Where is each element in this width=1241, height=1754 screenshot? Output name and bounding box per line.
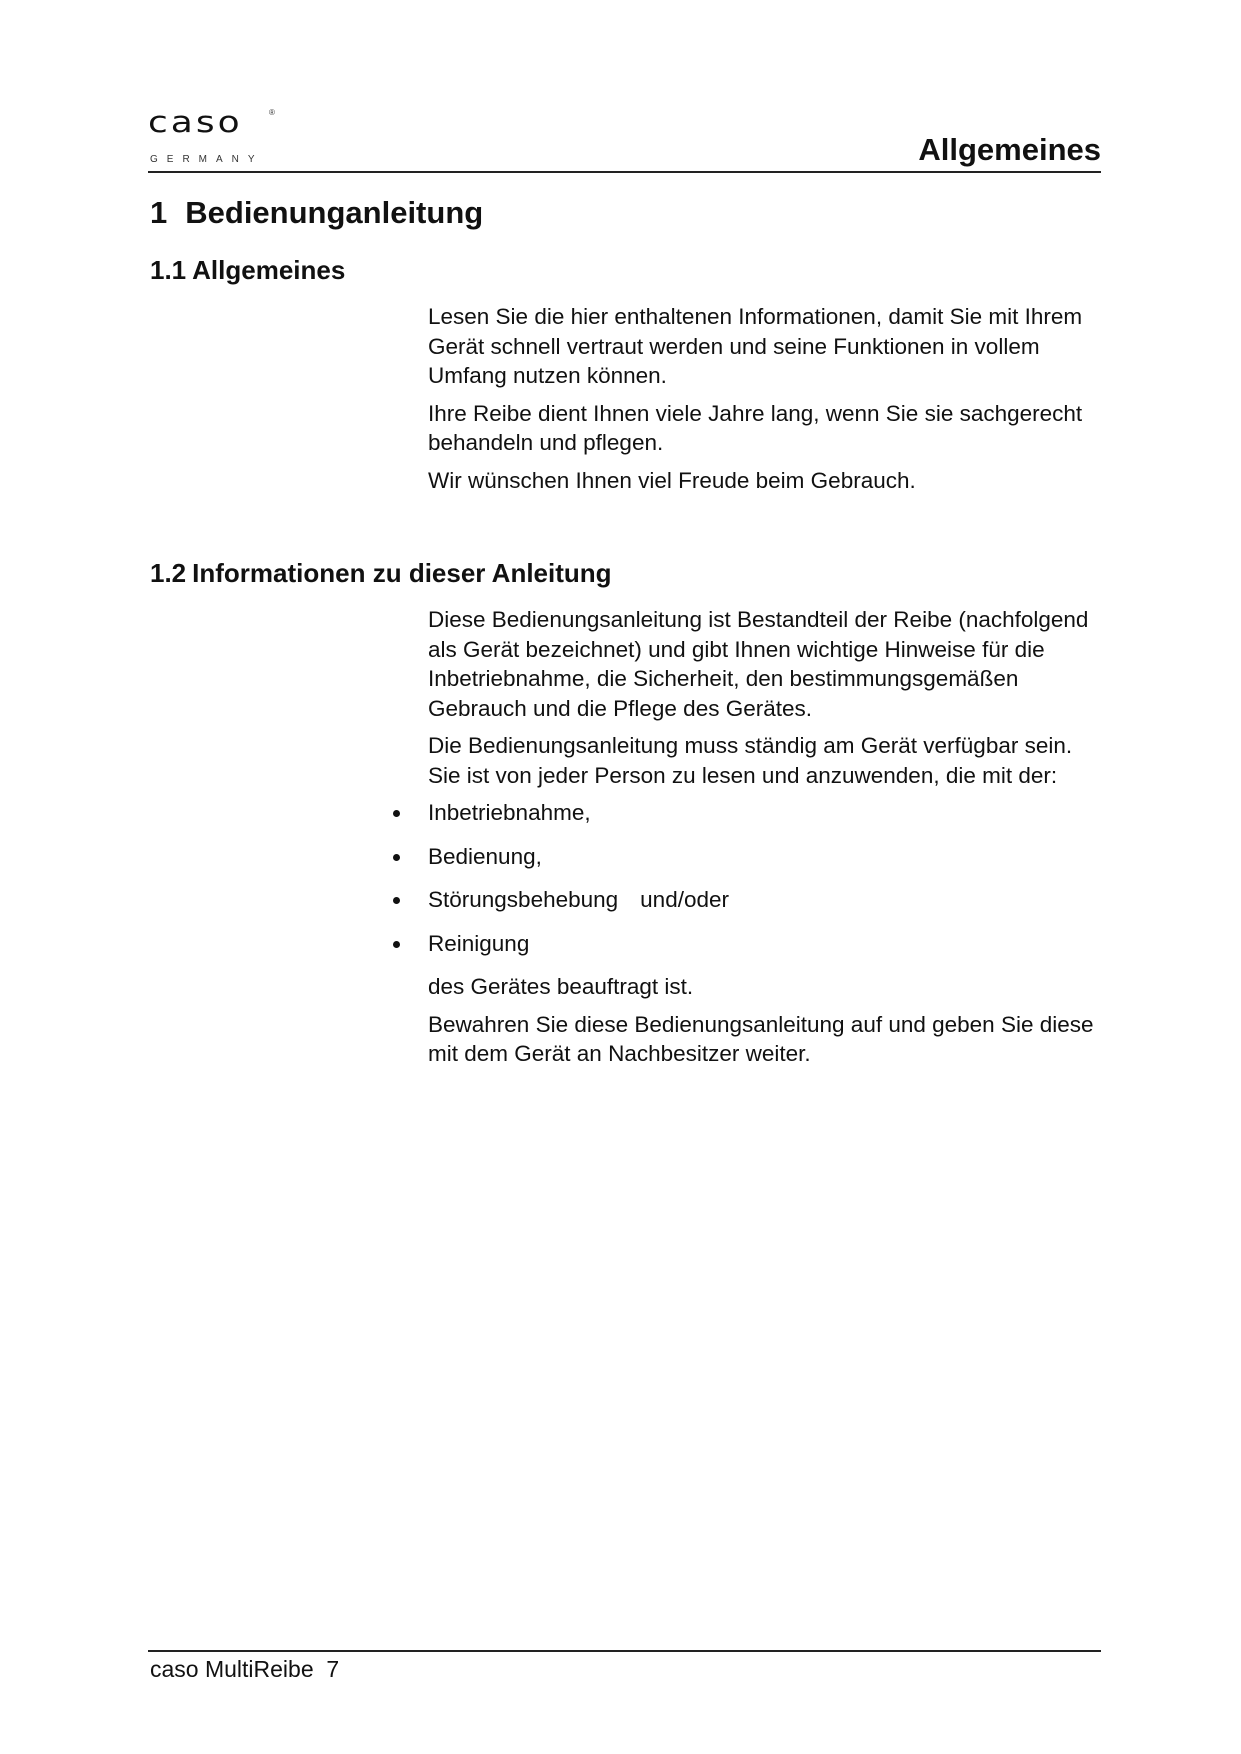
bullet-icon xyxy=(393,854,400,861)
caso-logo xyxy=(148,105,278,170)
task-list xyxy=(428,798,1108,958)
bullet-icon xyxy=(393,897,400,904)
chapter-title: Bedienunganleitung xyxy=(185,195,484,230)
section-number: 1.1 xyxy=(150,255,187,285)
logo-subtitle: GERMANY xyxy=(150,154,264,165)
paragraph: Lesen Sie die hier enthaltenen Informationen, damit Sie mit Ihrem Gerät schnell vertraut werden und seine Funktionen in vollem Umfang nutzen können. xyxy=(428,304,1083,388)
list-item-text: Bedienung, xyxy=(428,843,542,869)
chapter-heading xyxy=(150,195,483,231)
section-1-body xyxy=(428,302,1108,503)
paragraph: Die Bedienungsanleitung muss ständig am Gerät verfügbar sein. Sie ist von jeder Person zu lesen und anzuwenden, die mit der: xyxy=(428,733,1073,788)
paragraph: Diese Bedienungsanleitung ist Bestandteil der Reibe (nachfolgend als Gerät bezeichnet) und gibt Ihnen wichtige Hinweise für die Inbetriebnahme, die Sicherheit, den bestimmungsgemäßen Gebrauch und die Pflege des Gerätes. xyxy=(428,607,1089,721)
list-item xyxy=(428,929,1108,959)
paragraph: Wir wünschen Ihnen viel Freude beim Gebrauch. xyxy=(428,467,916,493)
list-item xyxy=(428,798,1108,828)
section-title: Allgemeines xyxy=(192,255,346,285)
list-item-suffix: und/oder xyxy=(640,887,729,912)
header-divider xyxy=(148,171,1101,173)
footer-page-label: caso MultiReibe 7 xyxy=(150,1656,340,1682)
paragraph: des Gerätes beauftragt ist. xyxy=(428,974,694,999)
footer-divider xyxy=(148,1650,1101,1652)
section-title: Informationen zu dieser Anleitung xyxy=(192,558,612,588)
logo-registered-mark: ® xyxy=(269,108,275,117)
chapter-number: 1 xyxy=(150,195,168,230)
list-item-text: Inbetriebnahme, xyxy=(428,800,591,825)
list-item xyxy=(428,842,1108,872)
list-item-text: Reinigung xyxy=(428,930,530,956)
section-heading-informationen xyxy=(150,558,612,589)
list-item xyxy=(428,885,1108,915)
paragraph: Ihre Reibe dient Ihnen viele Jahre lang, wenn Sie sie sachgerecht behandeln und pflegen. xyxy=(428,400,1083,455)
section-2-body xyxy=(428,605,1108,1077)
bullet-icon xyxy=(393,941,400,948)
bullet-icon xyxy=(393,810,400,817)
list-item-text: Störungsbehebung xyxy=(428,887,619,912)
running-header-title: Allgemeines xyxy=(918,132,1101,167)
paragraph: Bewahren Sie diese Bedienungsanleitung auf und geben Sie diese mit dem Gerät an Nachbesitzer weiter. xyxy=(428,1011,1094,1066)
logo-wordmark: caso xyxy=(148,105,243,140)
section-number: 1.2 xyxy=(150,558,187,588)
section-heading-allgemeines xyxy=(150,255,345,286)
